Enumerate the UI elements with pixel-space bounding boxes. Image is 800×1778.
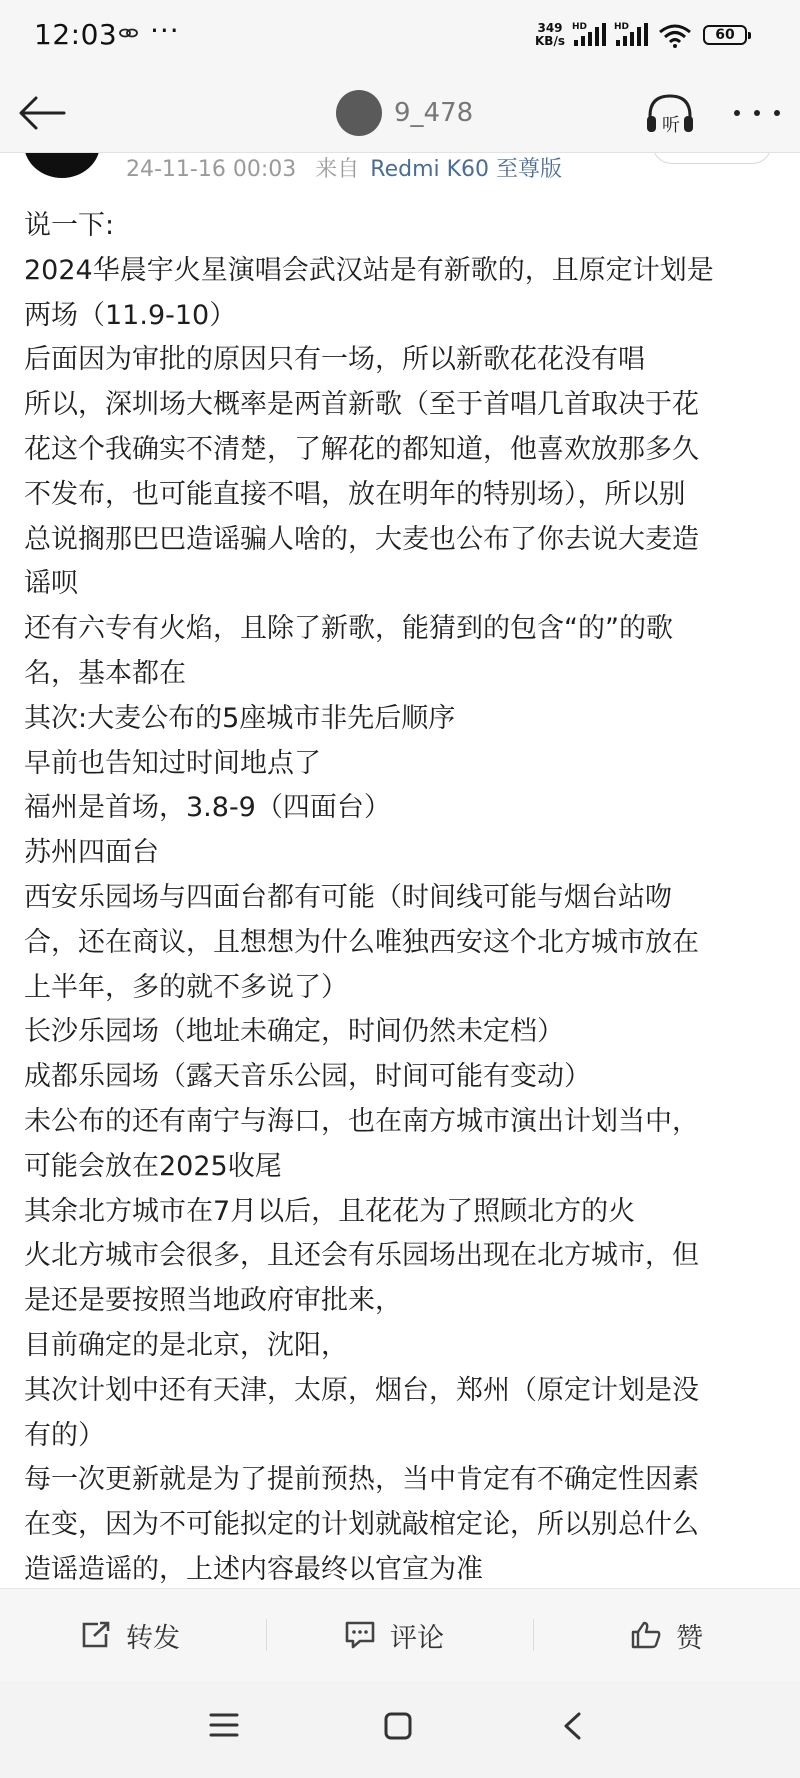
status-time: 12:03 (34, 18, 118, 51)
post-text-line: 说一下: (24, 210, 115, 241)
post-text-line: 其次:大麦公布的5座城市非先后顺序 (24, 702, 456, 734)
post-text-line: 苏州四面台 (24, 837, 159, 869)
signal-strength-icon (572, 20, 610, 48)
battery-indicator: 60 (703, 25, 747, 45)
post-text-line: 不发布，也可能直接不唱，放在明年的特别场），所以别 (24, 478, 686, 510)
status-bar (0, 0, 800, 74)
like-label: 赞 (676, 1622, 703, 1654)
post-text-line: 还有六专有火焰，且除了新歌，能猜到的包含“的”的歌 (24, 613, 673, 645)
post-text-line: 2024华晨宇火星演唱会武汉站是有新歌的，且原定计划是 (24, 254, 714, 286)
post-text-line: 是还是要按照当地政府审批来， (24, 1285, 402, 1317)
post-text-line: 后面因为审批的原因只有一场，所以新歌花花没有唱 (24, 344, 645, 376)
post-text-line: 花这个我确实不清楚，了解花的都知道，他喜欢放那多久 (24, 433, 699, 465)
post-text-line: 成都乐园场（露天音乐公园，时间可能有变动） (24, 1061, 591, 1093)
post-text-line: 西安乐园场与四面台都有可能（时间线可能与烟台站吻 (24, 881, 672, 913)
post-text-line: 长沙乐园场（地址未确定，时间仍然未定档） (24, 1016, 564, 1048)
post-text-line: 火北方城市会很多，且还会有乐园场出现在北方城市，但 (24, 1240, 699, 1272)
home-square-icon[interactable] (383, 1711, 413, 1741)
post-body (24, 204, 784, 1593)
post-text-line: 未公布的还有南宁与海口，也在南方城市演出计划当中， (24, 1105, 699, 1137)
system-nav-bar (0, 1681, 800, 1778)
network-speed-value: 349 (537, 21, 563, 35)
post-date: 24-11-16 00:03 (126, 157, 297, 182)
header-username[interactable]: 9_478 (394, 98, 474, 128)
repost-button[interactable] (80, 1589, 180, 1681)
link-icon (118, 26, 140, 40)
comment-button[interactable] (344, 1589, 444, 1681)
action-divider (266, 1619, 267, 1651)
status-overflow: ··· (150, 14, 180, 47)
back-chevron-icon[interactable] (561, 1711, 583, 1741)
thumbs-up-icon (630, 1620, 662, 1650)
action-divider-2 (533, 1619, 534, 1651)
like-button[interactable] (630, 1589, 703, 1681)
post-text-line: 在变，因为不可能拟定的计划就敲棺定论，所以别总什么 (24, 1509, 699, 1541)
signal-hd-label: HD (572, 22, 588, 32)
post-text-line: 所以，深圳场大概率是两首新歌（至于首唱几首取决于花 (24, 389, 699, 421)
comment-label: 评论 (390, 1622, 444, 1654)
post-text-line: 名，基本都在 (24, 657, 186, 689)
post-text-line: 早前也告知过时间地点了 (24, 747, 321, 779)
post-text-line: 其次计划中还有天津，太原，烟台，郑州（原定计划是没 (24, 1374, 699, 1406)
post-text-line: 目前确定的是北京，沈阳， (24, 1329, 348, 1361)
post-text-line: 有的） (24, 1419, 105, 1451)
more-icon[interactable] (730, 96, 786, 130)
repost-icon (80, 1620, 112, 1650)
post-text-line: 两场（11.9-10） (24, 299, 237, 331)
post-text-line: 总说搁那巴巴造谣骗人啥的，大麦也公布了你去说大麦造 (24, 523, 699, 555)
post-text-line: 谣呗 (24, 568, 78, 600)
listen-label: 听 (662, 115, 680, 136)
post-text-line: 造谣造谣的，上述内容最终以官宣为准 (24, 1553, 483, 1585)
post-meta (126, 152, 562, 183)
post-source-prefix: 来自 (315, 157, 360, 182)
post-text-line: 可能会放在2025收尾 (24, 1150, 282, 1182)
action-bar (0, 1588, 800, 1681)
post-text-line: 其余北方城市在7月以后，且花花为了照顾北方的火 (24, 1195, 636, 1227)
post-text-line: 每一次更新就是为了提前预热，当中肯定有不确定性因素 (24, 1464, 699, 1496)
header-avatar[interactable] (336, 90, 382, 136)
comment-icon (344, 1620, 376, 1650)
post-header (0, 74, 800, 153)
signal-strength-icon-2 (614, 20, 652, 48)
network-speed (531, 22, 569, 48)
wifi-icon (658, 24, 692, 48)
network-speed-unit: KB/s (535, 34, 565, 48)
repost-label: 转发 (126, 1622, 180, 1654)
post-text-line: 上半年，多的就不多说了） (24, 971, 348, 1003)
menu-icon[interactable] (209, 1711, 239, 1739)
post-text-line: 合，还在商议，且想想为什么唯独西安这个北方城市放在 (24, 926, 699, 958)
signal-hd-label-2: HD (614, 22, 630, 32)
back-arrow-icon[interactable] (14, 92, 70, 134)
post-source-device[interactable]: Redmi K60 至尊版 (370, 157, 563, 182)
post-text-line: 福州是首场，3.8-9（四面台） (24, 792, 391, 824)
